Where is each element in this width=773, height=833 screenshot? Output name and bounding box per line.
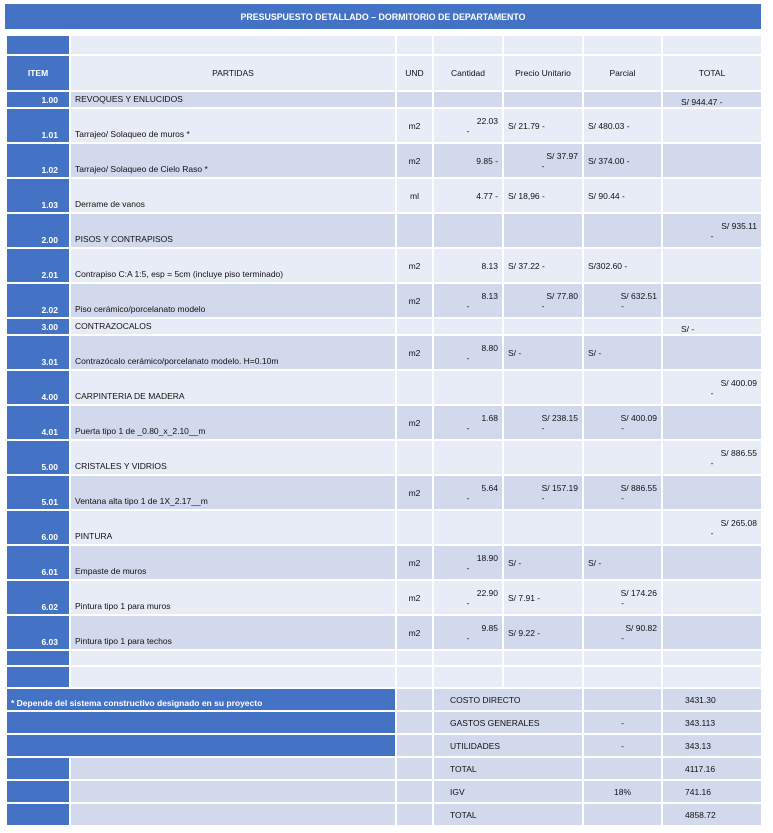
item-total: [662, 440, 762, 475]
item-row: [6, 615, 762, 650]
empty-cell: [433, 650, 503, 666]
cell-value: 22.03: [476, 115, 498, 126]
item-partial: [583, 91, 662, 108]
item-unit: [396, 440, 433, 475]
cell-value: 9.85: [481, 622, 498, 633]
section-row: [6, 370, 762, 405]
item-quantity: [433, 580, 503, 615]
empty-cell: [396, 688, 433, 711]
empty-cell: [503, 666, 583, 688]
item-number: 1.00: [6, 91, 70, 108]
empty-cell: [503, 35, 583, 55]
summary-partial: -: [583, 734, 662, 757]
item-description: Contrazócalo cerámico/porcelanato modelo. H=0.10m: [70, 335, 396, 370]
item-number: 6.02: [6, 580, 70, 615]
section-row: [6, 510, 762, 545]
item-number: 3.00: [6, 318, 70, 335]
summary-total: 741.16: [662, 780, 762, 803]
cell-value: S/ 77.80: [546, 290, 578, 301]
summary-label: COSTO DIRECTO: [433, 688, 583, 711]
cell-dash: -: [621, 300, 624, 311]
item-partial: S/ -: [583, 545, 662, 580]
empty-cell: [70, 757, 396, 780]
item-partial: [583, 580, 662, 615]
summary-label: TOTAL: [433, 757, 583, 780]
note-cell: [6, 711, 396, 734]
item-number: 6.03: [6, 615, 70, 650]
item-description: Piso cerámico/porcelanato modelo: [70, 283, 396, 318]
item-total: [662, 248, 762, 283]
item-total: [662, 510, 762, 545]
item-partial: [583, 283, 662, 318]
item-unit: [396, 370, 433, 405]
empty-cell: [583, 650, 662, 666]
item-unit: m2: [396, 475, 433, 510]
summary-label: IGV: [433, 780, 583, 803]
item-number: 6.01: [6, 545, 70, 580]
cell-value: 5.64: [481, 482, 498, 493]
item-total: [662, 580, 762, 615]
item-total: S/ -: [662, 318, 762, 335]
item-unit-price: [503, 405, 583, 440]
item-unit-price: S/ 7.91 -: [503, 580, 583, 615]
item-number: 3.01: [6, 335, 70, 370]
item-unit: m2: [396, 108, 433, 143]
cell-dash: -: [466, 422, 470, 433]
item-unit-price: [503, 143, 583, 178]
section-row: [6, 91, 762, 108]
empty-cell: [503, 650, 583, 666]
cell-dash: -: [541, 422, 545, 433]
cell-dash: -: [541, 492, 545, 503]
item-description: Empaste de muros: [70, 545, 396, 580]
spacer-row: [6, 666, 762, 688]
summary-total: 4858.72: [662, 803, 762, 826]
spacer-row: [6, 35, 762, 55]
summary-row: [6, 780, 762, 803]
item-partial: [583, 615, 662, 650]
budget-sheet: [5, 4, 761, 827]
cell-dash: -: [466, 562, 470, 573]
item-unit: m2: [396, 248, 433, 283]
item-quantity: 9.85 -: [433, 143, 503, 178]
cell-value: 22.90: [476, 587, 498, 598]
item-description: PISOS Y CONTRAPISOS: [70, 213, 396, 248]
cell-value: S/ 935.11: [721, 220, 757, 231]
cell-value: 8.80: [481, 342, 498, 353]
summary-partial: [583, 803, 662, 826]
cell-dash: -: [710, 527, 714, 538]
empty-cell: [70, 35, 396, 55]
cell-dash: -: [710, 230, 714, 241]
section-row: [6, 213, 762, 248]
item-cell: [6, 666, 70, 688]
cell-dash: -: [621, 422, 624, 433]
empty-cell: [662, 666, 762, 688]
summary-partial: [583, 757, 662, 780]
item-row: [6, 178, 762, 213]
cell-dash: -: [621, 597, 624, 608]
item-description: Contrapiso C:A 1:5, esp = 5cm (incluye piso terminado): [70, 248, 396, 283]
header-row: [6, 55, 762, 91]
item-unit-price: [503, 510, 583, 545]
item-row: [6, 283, 762, 318]
summary-row: [6, 757, 762, 780]
cell-dash: -: [466, 300, 470, 311]
cell-value: S/ 238.15: [541, 412, 578, 423]
header-precio: Precio Unitario: [503, 55, 583, 91]
cell-value: S/ 886.55: [720, 447, 757, 458]
item-quantity: 4.77 -: [433, 178, 503, 213]
item-description: PINTURA: [70, 510, 396, 545]
item-partial: [583, 318, 662, 335]
summary-total: 343.13: [662, 734, 762, 757]
item-number: 2.00: [6, 213, 70, 248]
item-description: Derrame de vanos: [70, 178, 396, 213]
empty-cell: [396, 757, 433, 780]
item-unit: m2: [396, 615, 433, 650]
empty-cell: [433, 35, 503, 55]
item-unit: [396, 318, 433, 335]
item-description: CRISTALES Y VIDRIOS: [70, 440, 396, 475]
item-number: 1.03: [6, 178, 70, 213]
cell-value: S/ 886.55: [620, 482, 657, 493]
item-number: 2.01: [6, 248, 70, 283]
item-row: [6, 475, 762, 510]
item-number: 4.00: [6, 370, 70, 405]
item-row: [6, 405, 762, 440]
cell-value: S/ 174.26: [620, 587, 657, 598]
cell-dash: -: [541, 300, 545, 311]
header-parcial: Parcial: [583, 55, 662, 91]
item-row: [6, 248, 762, 283]
item-description: Tarrajeo/ Solaqueo de muros *: [70, 108, 396, 143]
summary-row: [6, 803, 762, 826]
item-partial: S/ 90.44 -: [583, 178, 662, 213]
item-total: [662, 545, 762, 580]
item-total: [662, 178, 762, 213]
item-unit-price: [503, 318, 583, 335]
item-unit-price: S/ -: [503, 545, 583, 580]
cell-dash: -: [466, 492, 470, 503]
item-partial: [583, 370, 662, 405]
item-quantity: [433, 213, 503, 248]
item-unit-price: [503, 213, 583, 248]
item-unit-price: [503, 91, 583, 108]
item-total: [662, 615, 762, 650]
item-unit-price: S/ 37.22 -: [503, 248, 583, 283]
item-row: [6, 108, 762, 143]
cell-value: S/ 37.97: [546, 150, 578, 161]
item-number: 2.02: [6, 283, 70, 318]
empty-cell: [396, 803, 433, 826]
item-description: Ventana alta tipo 1 de 1X_2.17__m: [70, 475, 396, 510]
empty-cell: [70, 666, 396, 688]
item-description: Tarrajeo/ Solaqueo de Cielo Raso *: [70, 143, 396, 178]
section-row: [6, 318, 762, 335]
item-unit: ml: [396, 178, 433, 213]
cell-value: S/ 265.08: [720, 517, 757, 528]
empty-cell: [396, 711, 433, 734]
item-description: CONTRAZOCALOS: [70, 318, 396, 335]
empty-cell: [583, 35, 662, 55]
item-number: 1.01: [6, 108, 70, 143]
note-cell: * Depende del sistema constructivo designado en su proyecto: [6, 688, 396, 711]
item-total: [662, 405, 762, 440]
item-quantity: [433, 405, 503, 440]
budget-table: [5, 34, 763, 827]
cell-dash: -: [621, 632, 624, 643]
item-unit-price: [503, 283, 583, 318]
item-quantity: [433, 318, 503, 335]
summary-label: GASTOS GENERALES: [433, 711, 583, 734]
note-cell: [6, 734, 396, 757]
summary-partial: [583, 688, 662, 711]
empty-cell: [396, 666, 433, 688]
header-total: TOTAL: [662, 55, 762, 91]
item-quantity: [433, 510, 503, 545]
summary-total: 3431.30: [662, 688, 762, 711]
empty-cell: [396, 780, 433, 803]
item-row: [6, 580, 762, 615]
item-unit-price: S/ -: [503, 335, 583, 370]
item-unit: m2: [396, 335, 433, 370]
cell-dash: -: [541, 160, 545, 171]
cell-value: S/ 90.82: [625, 622, 657, 633]
item-total: [662, 213, 762, 248]
summary-row: [6, 688, 762, 711]
summary-label: TOTAL: [433, 803, 583, 826]
empty-cell: [662, 35, 762, 55]
item-number: 1.02: [6, 143, 70, 178]
item-unit: [396, 91, 433, 108]
header-cantidad: Cantidad: [433, 55, 503, 91]
item-unit-price: [503, 440, 583, 475]
item-unit: m2: [396, 545, 433, 580]
empty-cell: [433, 666, 503, 688]
item-total: S/ 944.47 -: [662, 91, 762, 108]
item-description: Pintura tipo 1 para muros: [70, 580, 396, 615]
item-unit: m2: [396, 580, 433, 615]
item-description: Pintura tipo 1 para techos: [70, 615, 396, 650]
cell-value: S/ 400.09: [620, 412, 657, 423]
item-unit-price: [503, 370, 583, 405]
summary-row: [6, 711, 762, 734]
empty-cell: [70, 780, 396, 803]
item-partial: S/302.60 -: [583, 248, 662, 283]
empty-cell: [396, 734, 433, 757]
item-cell: [6, 780, 70, 803]
item-unit-price: S/ 18,96 -: [503, 178, 583, 213]
item-description: REVOQUES Y ENLUCIDOS: [70, 91, 396, 108]
item-cell: [6, 650, 70, 666]
cell-dash: -: [466, 352, 470, 363]
header-und: UND: [396, 55, 433, 91]
item-quantity: [433, 283, 503, 318]
cell-dash: -: [466, 632, 470, 643]
item-partial: [583, 213, 662, 248]
cell-dash: -: [466, 597, 470, 608]
summary-total: 4117.16: [662, 757, 762, 780]
cell-value: 8.13: [481, 290, 498, 301]
item-quantity: [433, 615, 503, 650]
item-partial: [583, 405, 662, 440]
cell-dash: -: [621, 492, 624, 503]
item-unit: m2: [396, 143, 433, 178]
item-total: [662, 335, 762, 370]
spacer-row: [6, 650, 762, 666]
item-total: [662, 370, 762, 405]
header-item: ITEM: [6, 55, 70, 91]
item-total: [662, 108, 762, 143]
empty-cell: [396, 35, 433, 55]
item-unit-price: S/ 21.79 -: [503, 108, 583, 143]
cell-dash: -: [710, 387, 714, 398]
summary-total: 343.113: [662, 711, 762, 734]
item-partial: S/ -: [583, 335, 662, 370]
item-quantity: [433, 545, 503, 580]
cell-value: S/ 632.51: [620, 290, 657, 301]
item-unit: m2: [396, 283, 433, 318]
item-cell: [6, 803, 70, 826]
item-total: [662, 143, 762, 178]
summary-label: UTILIDADES: [433, 734, 583, 757]
item-unit: [396, 510, 433, 545]
item-cell: [6, 757, 70, 780]
sheet-title: PRESUSPUESTO DETALLADO – DORMITORIO DE DEPARTAMENTO: [5, 4, 761, 29]
item-total: [662, 283, 762, 318]
summary-partial: 18%: [583, 780, 662, 803]
item-unit: m2: [396, 405, 433, 440]
item-quantity: [433, 475, 503, 510]
item-quantity: [433, 91, 503, 108]
empty-cell: [583, 666, 662, 688]
item-unit: [396, 213, 433, 248]
item-partial: [583, 475, 662, 510]
item-partial: S/ 480.03 -: [583, 108, 662, 143]
cell-value: S/ 157.19: [541, 482, 578, 493]
item-quantity: [433, 370, 503, 405]
item-total: [662, 475, 762, 510]
section-row: [6, 440, 762, 475]
item-row: [6, 335, 762, 370]
item-row: [6, 143, 762, 178]
item-partial: [583, 510, 662, 545]
item-description: CARPINTERIA DE MADERA: [70, 370, 396, 405]
item-quantity: 8.13: [433, 248, 503, 283]
item-cell: [6, 35, 70, 55]
empty-cell: [396, 650, 433, 666]
item-partial: S/ 374.00 -: [583, 143, 662, 178]
header-partidas: PARTIDAS: [70, 55, 396, 91]
summary-partial: -: [583, 711, 662, 734]
summary-row: [6, 734, 762, 757]
empty-cell: [70, 803, 396, 826]
item-description: Puerta tipo 1 de _0.80_x_2.10__m: [70, 405, 396, 440]
item-number: 4.01: [6, 405, 70, 440]
item-number: 5.00: [6, 440, 70, 475]
item-number: 5.01: [6, 475, 70, 510]
cell-dash: -: [710, 457, 714, 468]
cell-value: 1.68: [481, 412, 498, 423]
cell-dash: -: [466, 125, 470, 136]
cell-value: 18.90: [476, 552, 498, 563]
empty-cell: [662, 650, 762, 666]
empty-cell: [70, 650, 396, 666]
cell-value: S/ 400.09: [720, 377, 757, 388]
item-quantity: [433, 440, 503, 475]
item-quantity: [433, 335, 503, 370]
item-quantity: [433, 108, 503, 143]
item-unit-price: S/ 9.22 -: [503, 615, 583, 650]
item-partial: [583, 440, 662, 475]
item-row: [6, 545, 762, 580]
item-unit-price: [503, 475, 583, 510]
item-number: 6.00: [6, 510, 70, 545]
